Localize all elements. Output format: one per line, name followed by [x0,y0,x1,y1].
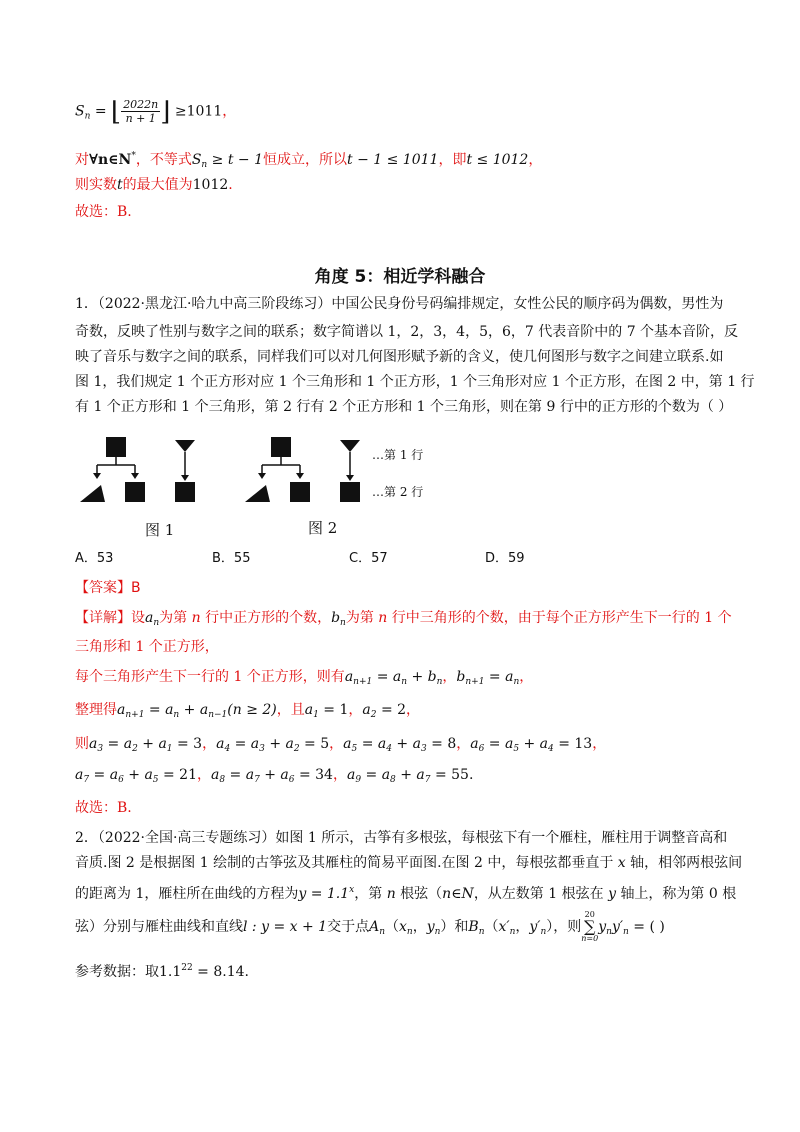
fig2-triangle-bottom [245,485,270,502]
equation-part: + a [137,736,167,752]
q1-figure [75,432,495,542]
equation-part: + a [391,736,421,752]
q1-line-1: 1．（2022·黑龙江·哈九中高三阶段练习）中国公民身份号码编排规定，女性公民的顺序码为偶数，男性为 [75,296,724,312]
figure-1-caption: 图 1 [145,521,175,539]
equation-part: = a [361,767,391,783]
fig2-square-top [271,437,291,457]
q1-line-5: 有 1 个正方形和 1 个三角形，第 2 行有 2 个正方形和 1 个三角形，则在第 9 行中的正方形的个数为（ ） [75,399,733,415]
equation-part: a [346,767,356,783]
equation-part: + a [259,767,289,783]
equation-part: 8 [219,775,226,785]
equation-part: + a [123,767,153,783]
equation-part: 7 [424,775,431,785]
equation-part: 8 [390,775,396,785]
row-1-label: …第 1 行 [372,448,424,462]
equation-separator: ， [456,736,471,752]
equation-part: = a [225,767,255,783]
summation: 20 ∑ n=0 [581,910,599,943]
q2-line-5: 参考数据：取$1.1^{22} = 8.14$. [75,963,249,980]
equation-part: a [470,736,479,752]
detail-line-1: 【详解】设$a_n$为第 n 行中正方形的个数，$b_n$为第 n 行中三角形的个数，由于每个正方形产生下一行的 1 个 [75,610,732,628]
fig1-triangle-bottom [80,485,105,502]
max-value-line: 则实数t的最大值为1012. [75,177,233,193]
equation-part: a [343,736,352,752]
q2-line-2: 音质.图 2 是根据图 1 绘制的古筝弦及其雁柱的简易平面图.在图 2 中，每根弦都垂直于 x 轴，相邻两根弦间 [75,855,743,871]
equation-part: = 55 [430,767,469,783]
equation-part: = 8 [426,736,457,752]
detail-line-5: 则$a_3 = a_2 + a_1 = 3$，$a_4 = a_3 + a_2 = 5$，$a_5 = a_4 + a_3 = 8$，$a_6 = a_5 + a_4 = 13$， [75,736,607,754]
fig1-arrowhead-right [131,473,139,479]
equation-part: 1 [166,744,173,754]
recurrence-equation [347,767,469,783]
detail-line-6: $a_7 = a_6 + a_5 = 21$，$a_8 = a_7 + a_6 = 34$，$a_9 = a_8 + a_7 = 55$. [75,767,474,785]
recurrence-equation [75,767,197,783]
figure-2 [245,437,360,502]
equation-part: 4 [386,744,392,754]
equation-part: 5 [351,744,358,754]
equation-part: a [216,736,225,752]
section-title: 角度 5：相近学科融合 [314,267,486,287]
equation-part: 4 [224,744,231,754]
recurrence-equations-1 [89,736,606,752]
recurrence-equations-2 [75,767,469,783]
equation-part: = a [484,736,514,752]
equation-part: 3 [97,744,104,754]
inequality-line: 对∀n∈N*，不等式$S_n \ge t - 1$恒成立，所以t − 1 ≤ 1011，即t ≤ 1012， [75,151,543,170]
equation-part: 6 [118,775,124,785]
fig2-arrowhead-right [296,473,304,479]
answer-line [75,578,141,598]
equation-part: = a [357,736,387,752]
equation-separator: ， [332,767,347,783]
equation-part: = a [89,767,119,783]
equation-part: 2 [293,744,300,754]
fraction: $\frac{2022n}{n + 1}$ [123,98,159,125]
fig1-tri-arrowhead [181,475,189,481]
select-answer: 故选：B. [75,204,132,220]
fig2-square-bottom [290,482,310,502]
equation-part: 7 [83,775,90,785]
recurrence-equation [343,736,456,752]
equation-part: 4 [548,744,554,754]
fig2-arrowhead-left [258,473,266,479]
answer-tag: 【答案】 [75,580,131,596]
floor-bracket-right: ⌋ [160,96,171,127]
equation-part: 9 [355,775,362,785]
equation-part: 5 [513,744,520,754]
fig2-tri-arrowhead [346,475,354,481]
q1-line-4: 图 1，我们规定 1 个正方形对应 1 个三角形和 1 个正方形，1 个三角形对应 1 个正方形，在图 2 中，第 1 行 [75,374,755,390]
equation-part: a [75,767,84,783]
q2-line-4: 弦）分别与雁柱曲线和直线l : y = x + 1交于点$A_n(x_n$，$y_n$）和$B_n(x'_n$，$y'_n$），则20 ∑ $n=0y_ny'_n$ = ( ) [75,910,665,943]
recurrence-equation [211,767,333,783]
q2-line-3: 的距离为 1，雁柱所在曲线的方程为$y = 1.1^x$，第 n 根弦（n∈N，从左数第 1 根弦在 y 轴上，称为第 0 根 [75,885,737,902]
equation-part: 2 [132,744,138,754]
option-c[interactable]: C．57 [349,551,388,566]
detail-line-3: 每个三角形产生下一行的 1 个正方形，则有$a_{n+1} = a_n + b_n$，$b_{n+1} = a_n$， [75,669,534,687]
equation-part: 5 [152,775,159,785]
q2-line-1: 2．（2022·全国·高三专题练习）如图 1 所示，古筝有多根弦，每根弦下有一个雁柱，雁柱用于调整音高和 [75,830,728,846]
equation-part: + a [395,767,425,783]
figure-1 [80,437,195,502]
equation-part: 6 [288,775,295,785]
equation-part: a [210,767,220,783]
equation-separator: ， [329,736,344,752]
fig1-arrowhead-left [93,473,101,479]
equation-separator: ， [202,736,217,752]
answer-value: B [131,580,141,596]
equation-separator: ， [592,736,607,752]
fig1-square-top [106,437,126,457]
equation-part: 3 [259,744,265,754]
recurrence-equation [89,736,202,752]
equation-part: 3 [420,744,427,754]
equation-part: = 3 [172,736,203,752]
row-2-label: …第 2 行 [372,485,424,499]
equation-part: = a [230,736,260,752]
option-d[interactable]: D．59 [485,551,525,566]
equation-part: 6 [478,744,485,754]
detail-line-2: 三角形和 1 个正方形， [75,639,219,655]
equation-part: = 21 [158,767,197,783]
sn-floor-line: $S_n$ = ⌊ $\frac{2022n}{n + 1}$ ⌋ ≥1011， [75,96,237,127]
equation-part: = 13 [553,736,593,752]
equation-part: = 5 [299,736,330,752]
q1-line-2: 奇数，反映了性别与数字之间的联系；数字简谱以 1，2，3，4，5，6，7 代表音阶中的 7 个基本音阶，反 [75,324,739,340]
option-a[interactable]: A．53 [75,551,114,566]
fig2-triangle-top [340,440,360,452]
equation-separator: ， [196,767,211,783]
equation-part: a [89,736,98,752]
final-answer: 故选：B. [75,800,132,816]
equation-part: = a [103,736,133,752]
recurrence-equation [470,736,592,752]
equation-part: + a [264,736,294,752]
q1-line-3: 映了音乐与数字之间的联系，同样我们可以对几何图形赋予新的含义，使几何图形与数字之间建立联系.如 [75,349,724,365]
option-b[interactable]: B．55 [212,551,251,566]
floor-bracket-left: ⌊ [111,96,122,127]
equation-part: 7 [254,775,260,785]
fig1-triangle-top [175,440,195,452]
detail-line-4: 整理得$a_{n+1} = a_n + a_{n-1}(n \ge 2)$，且$a_1 = 1$，$a_2 = 2$， [75,702,421,720]
equation-part: = 34 [294,767,333,783]
figure-2-caption: 图 2 [308,519,338,537]
equation-part: + a [519,736,549,752]
recurrence-equation [216,736,329,752]
fig1-tri-square-bottom [175,482,195,502]
fig2-tri-square-bottom [340,482,360,502]
fig1-square-bottom [125,482,145,502]
